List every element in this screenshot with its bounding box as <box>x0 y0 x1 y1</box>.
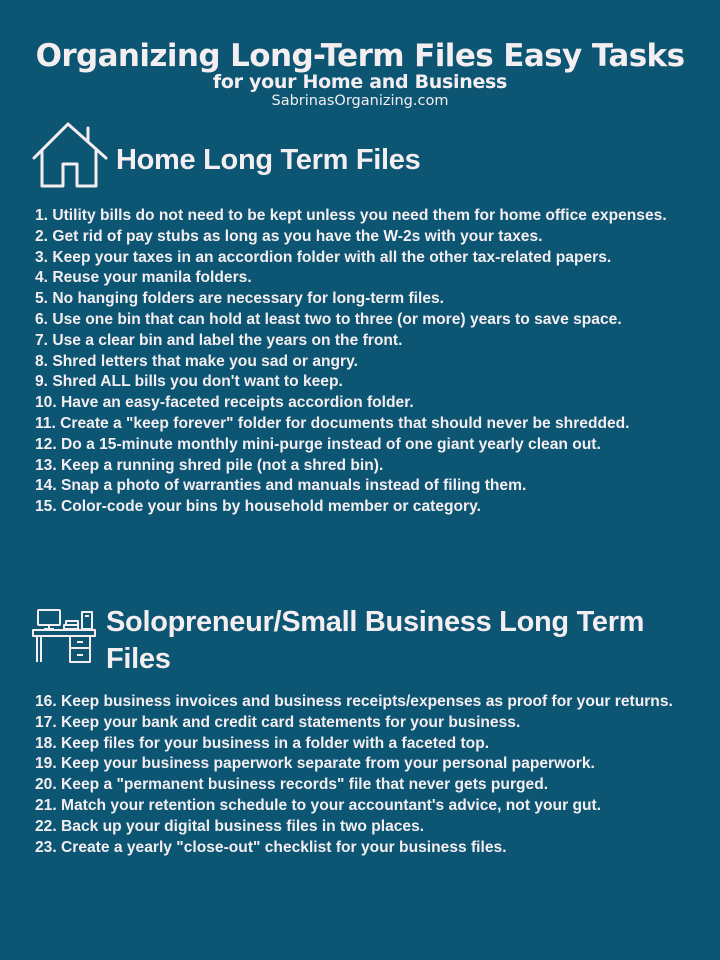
list-item: 4. Reuse your manila folders. <box>35 269 252 287</box>
list-item: 10. Have an easy-faceted receipts accordion folder. <box>35 394 414 412</box>
list-item: 15. Color-code your bins by household member or category. <box>35 498 481 516</box>
business-tasks-list <box>35 692 695 858</box>
list-item: 6. Use one bin that can hold at least two to three (or more) years to save space. <box>35 310 622 328</box>
page-title: Organizing Long-Term Files Easy Tasks <box>35 38 685 74</box>
list-item: 19. Keep your business paperwork separate from your personal paperwork. <box>35 755 595 773</box>
list-item: 9. Shred ALL bills you don't want to keep. <box>35 373 343 391</box>
list-item: 14. Snap a photo of warranties and manuals instead of filing them. <box>35 477 527 495</box>
list-item: 5. No hanging folders are necessary for long-term files. <box>35 290 445 308</box>
list-item: 18. Keep files for your business in a folder with a faceted top. <box>35 734 490 752</box>
list-item: 17. Keep your bank and credit card statements for your business. <box>35 713 521 731</box>
home-section-heading <box>30 120 420 197</box>
list-item: 2. Get rid of pay stubs as long as you have the W-2s with your taxes. <box>35 227 543 245</box>
list-item: 22. Back up your digital business files in two places. <box>35 817 425 835</box>
business-section-title: Solopreneur/Small Business Long Term Files <box>106 606 645 675</box>
page-subtitle: for your Home and Business <box>212 71 508 93</box>
list-item: 21. Match your retention schedule to your accountant's advice, not your gut. <box>35 796 602 814</box>
home-tasks-list <box>35 206 695 518</box>
list-item: 11. Create a "keep forever" folder for documents that should never be shredded. <box>35 414 630 432</box>
website-credit: SabrinasOrganizing.com <box>271 93 449 109</box>
list-item: 8. Shred letters that make you sad or angry. <box>35 352 358 370</box>
list-item: 20. Keep a "permanent business records" file that never gets purged. <box>35 776 549 794</box>
list-item: 23. Create a yearly "close-out" checklist for your business files. <box>35 838 507 856</box>
home-section-title: Home Long Term Files <box>116 144 421 176</box>
list-item: 3. Keep your taxes in an accordion folder with all the other tax-related papers. <box>35 248 612 266</box>
list-item: 13. Keep a running shred pile (not a shred bin). <box>35 456 384 474</box>
business-section-heading <box>30 604 696 678</box>
list-item: 12. Do a 15-minute monthly mini-purge instead of one giant yearly clean out. <box>35 435 601 453</box>
list-item: 16. Keep business invoices and business receipts/expenses as proof for your returns. <box>35 693 673 710</box>
infographic-header <box>0 38 720 110</box>
list-item: 1. Utility bills do not need to be kept unless you need them for home office expenses. <box>35 207 667 224</box>
office-desk-icon <box>30 604 98 671</box>
house-icon <box>30 120 110 197</box>
list-item: 7. Use a clear bin and label the years on the front. <box>35 331 403 349</box>
